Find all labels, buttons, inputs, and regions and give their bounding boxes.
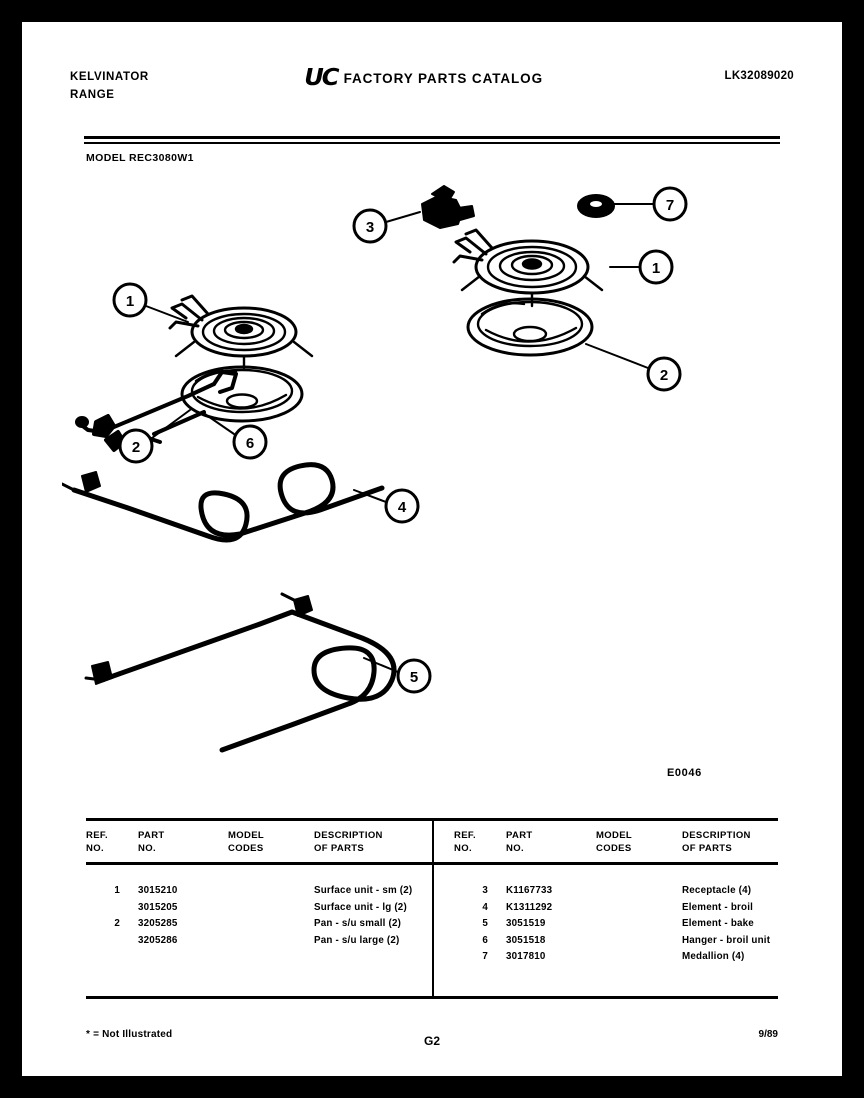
table-row — [86, 883, 432, 900]
callout-3 — [354, 210, 386, 242]
part-number: K1311292 — [506, 901, 553, 913]
callout-6 — [234, 426, 266, 458]
parts-rows-left — [86, 865, 432, 979]
part-model-codes — [596, 949, 682, 966]
exploded-parts-diagram — [62, 172, 802, 812]
surface-unit-small-coil — [170, 296, 312, 368]
part-description: Medallion (4) — [682, 951, 745, 962]
part-description: Element - broil — [682, 901, 754, 913]
part-ref-no: 2 — [114, 918, 120, 929]
part-model-codes — [596, 900, 682, 917]
part-number: 3205285 — [138, 918, 178, 929]
header-rule-thick — [84, 136, 780, 139]
catalog-title: FACTORY PARTS CATALOG — [343, 70, 543, 86]
part-ref-no: 7 — [482, 951, 488, 962]
part-description: Surface unit - sm (2) — [314, 885, 413, 896]
part-ref-no: 4 — [482, 901, 488, 913]
column-header-description: DESCRIPTION OF PARTS — [314, 830, 383, 854]
svg-text:4: 4 — [397, 499, 407, 516]
part-description: Pan - s/u large (2) — [314, 934, 400, 946]
part-number: K1167733 — [506, 885, 553, 896]
callout-1-left — [114, 284, 146, 316]
part-ref-no — [86, 933, 138, 950]
table-body-wrap — [86, 865, 778, 996]
part-description: Hanger - broil unit — [682, 934, 771, 946]
table-header-right — [432, 821, 778, 862]
callout-5 — [398, 660, 430, 692]
table-row — [454, 949, 778, 966]
table-body-right — [432, 865, 778, 996]
svg-text:1: 1 — [125, 293, 135, 310]
part-ref-no: 6 — [482, 934, 488, 946]
column-header-part: PART NO. — [506, 830, 533, 854]
footnote-not-illustrated: * = Not Illustrated — [86, 1029, 173, 1040]
column-header-ref: REF. NO. — [454, 830, 476, 854]
part-number: 3017810 — [506, 951, 546, 962]
table-row — [454, 900, 778, 917]
table-vertical-divider — [432, 821, 434, 862]
part-number: 3051519 — [506, 918, 546, 929]
catalog-number: LK32089020 — [724, 70, 794, 82]
table-row — [454, 916, 778, 933]
page-number: G2 — [423, 1034, 440, 1048]
receptacle-part — [422, 186, 474, 228]
uc-logo-icon: UC — [304, 65, 338, 91]
part-model-codes — [228, 883, 314, 900]
part-model-codes — [228, 933, 314, 950]
brand-name: KELVINATOR — [70, 71, 149, 83]
catalog-title-block — [304, 65, 543, 91]
part-number: 3205286 — [138, 934, 178, 946]
part-model-codes — [596, 883, 682, 900]
column-header-model: MODEL CODES — [596, 830, 633, 854]
part-model-codes — [228, 900, 314, 917]
table-header-left — [86, 821, 432, 862]
part-description: Surface unit - lg (2) — [314, 901, 407, 913]
broil-element — [62, 465, 382, 540]
callout-4 — [386, 490, 418, 522]
part-ref-no: 3 — [482, 885, 488, 896]
part-description: Receptacle (4) — [682, 885, 752, 896]
surface-unit-large-coil — [454, 230, 602, 306]
part-ref-no: 5 — [482, 918, 488, 929]
table-header-wrap — [86, 821, 778, 862]
medallion-part — [578, 195, 614, 217]
column-header-part: PART NO. — [138, 830, 165, 854]
table-row — [86, 900, 432, 917]
drip-pan-large — [468, 299, 592, 355]
callout-2-right — [648, 358, 680, 390]
svg-text:2: 2 — [131, 439, 141, 456]
table-row — [86, 933, 432, 950]
parts-rows-right — [454, 865, 778, 996]
svg-text:7: 7 — [665, 197, 675, 214]
table-vertical-divider — [432, 865, 434, 996]
drawing-code: E0046 — [667, 767, 702, 779]
part-ref-no: 1 — [114, 885, 120, 896]
header-rule-thin — [84, 142, 780, 144]
revision-date: 9/89 — [758, 1029, 778, 1040]
part-number: 3051518 — [506, 934, 546, 946]
part-description: Pan - s/u small (2) — [314, 918, 402, 929]
column-header-model: MODEL CODES — [228, 830, 265, 854]
svg-text:3: 3 — [365, 219, 375, 236]
model-label: MODEL REC3080W1 — [86, 152, 194, 164]
broil-unit-hanger — [77, 372, 236, 450]
table-row — [454, 933, 778, 950]
svg-text:6: 6 — [245, 435, 255, 452]
svg-text:1: 1 — [651, 260, 661, 277]
part-number: 3015205 — [138, 901, 178, 913]
part-number: 3015210 — [138, 885, 178, 896]
table-body-left — [86, 865, 432, 996]
part-model-codes — [228, 916, 314, 933]
callout-1-right — [640, 251, 672, 283]
callout-7 — [654, 188, 686, 220]
brand-category: RANGE — [70, 89, 115, 101]
catalog-page — [22, 22, 842, 1076]
part-model-codes — [596, 933, 682, 950]
part-ref-no — [86, 900, 138, 917]
svg-text:2: 2 — [659, 367, 669, 384]
callout-2-left — [120, 430, 152, 462]
table-rule-bottom — [86, 996, 778, 999]
brand-block — [70, 68, 149, 104]
column-header-ref: REF. NO. — [86, 830, 108, 854]
part-description: Element - bake — [682, 918, 754, 929]
part-model-codes — [596, 916, 682, 933]
bake-element — [86, 594, 394, 750]
table-row — [454, 883, 778, 900]
column-header-description: DESCRIPTION OF PARTS — [682, 830, 751, 854]
parts-table — [86, 818, 778, 999]
svg-text:5: 5 — [409, 669, 419, 686]
table-row — [86, 916, 432, 933]
